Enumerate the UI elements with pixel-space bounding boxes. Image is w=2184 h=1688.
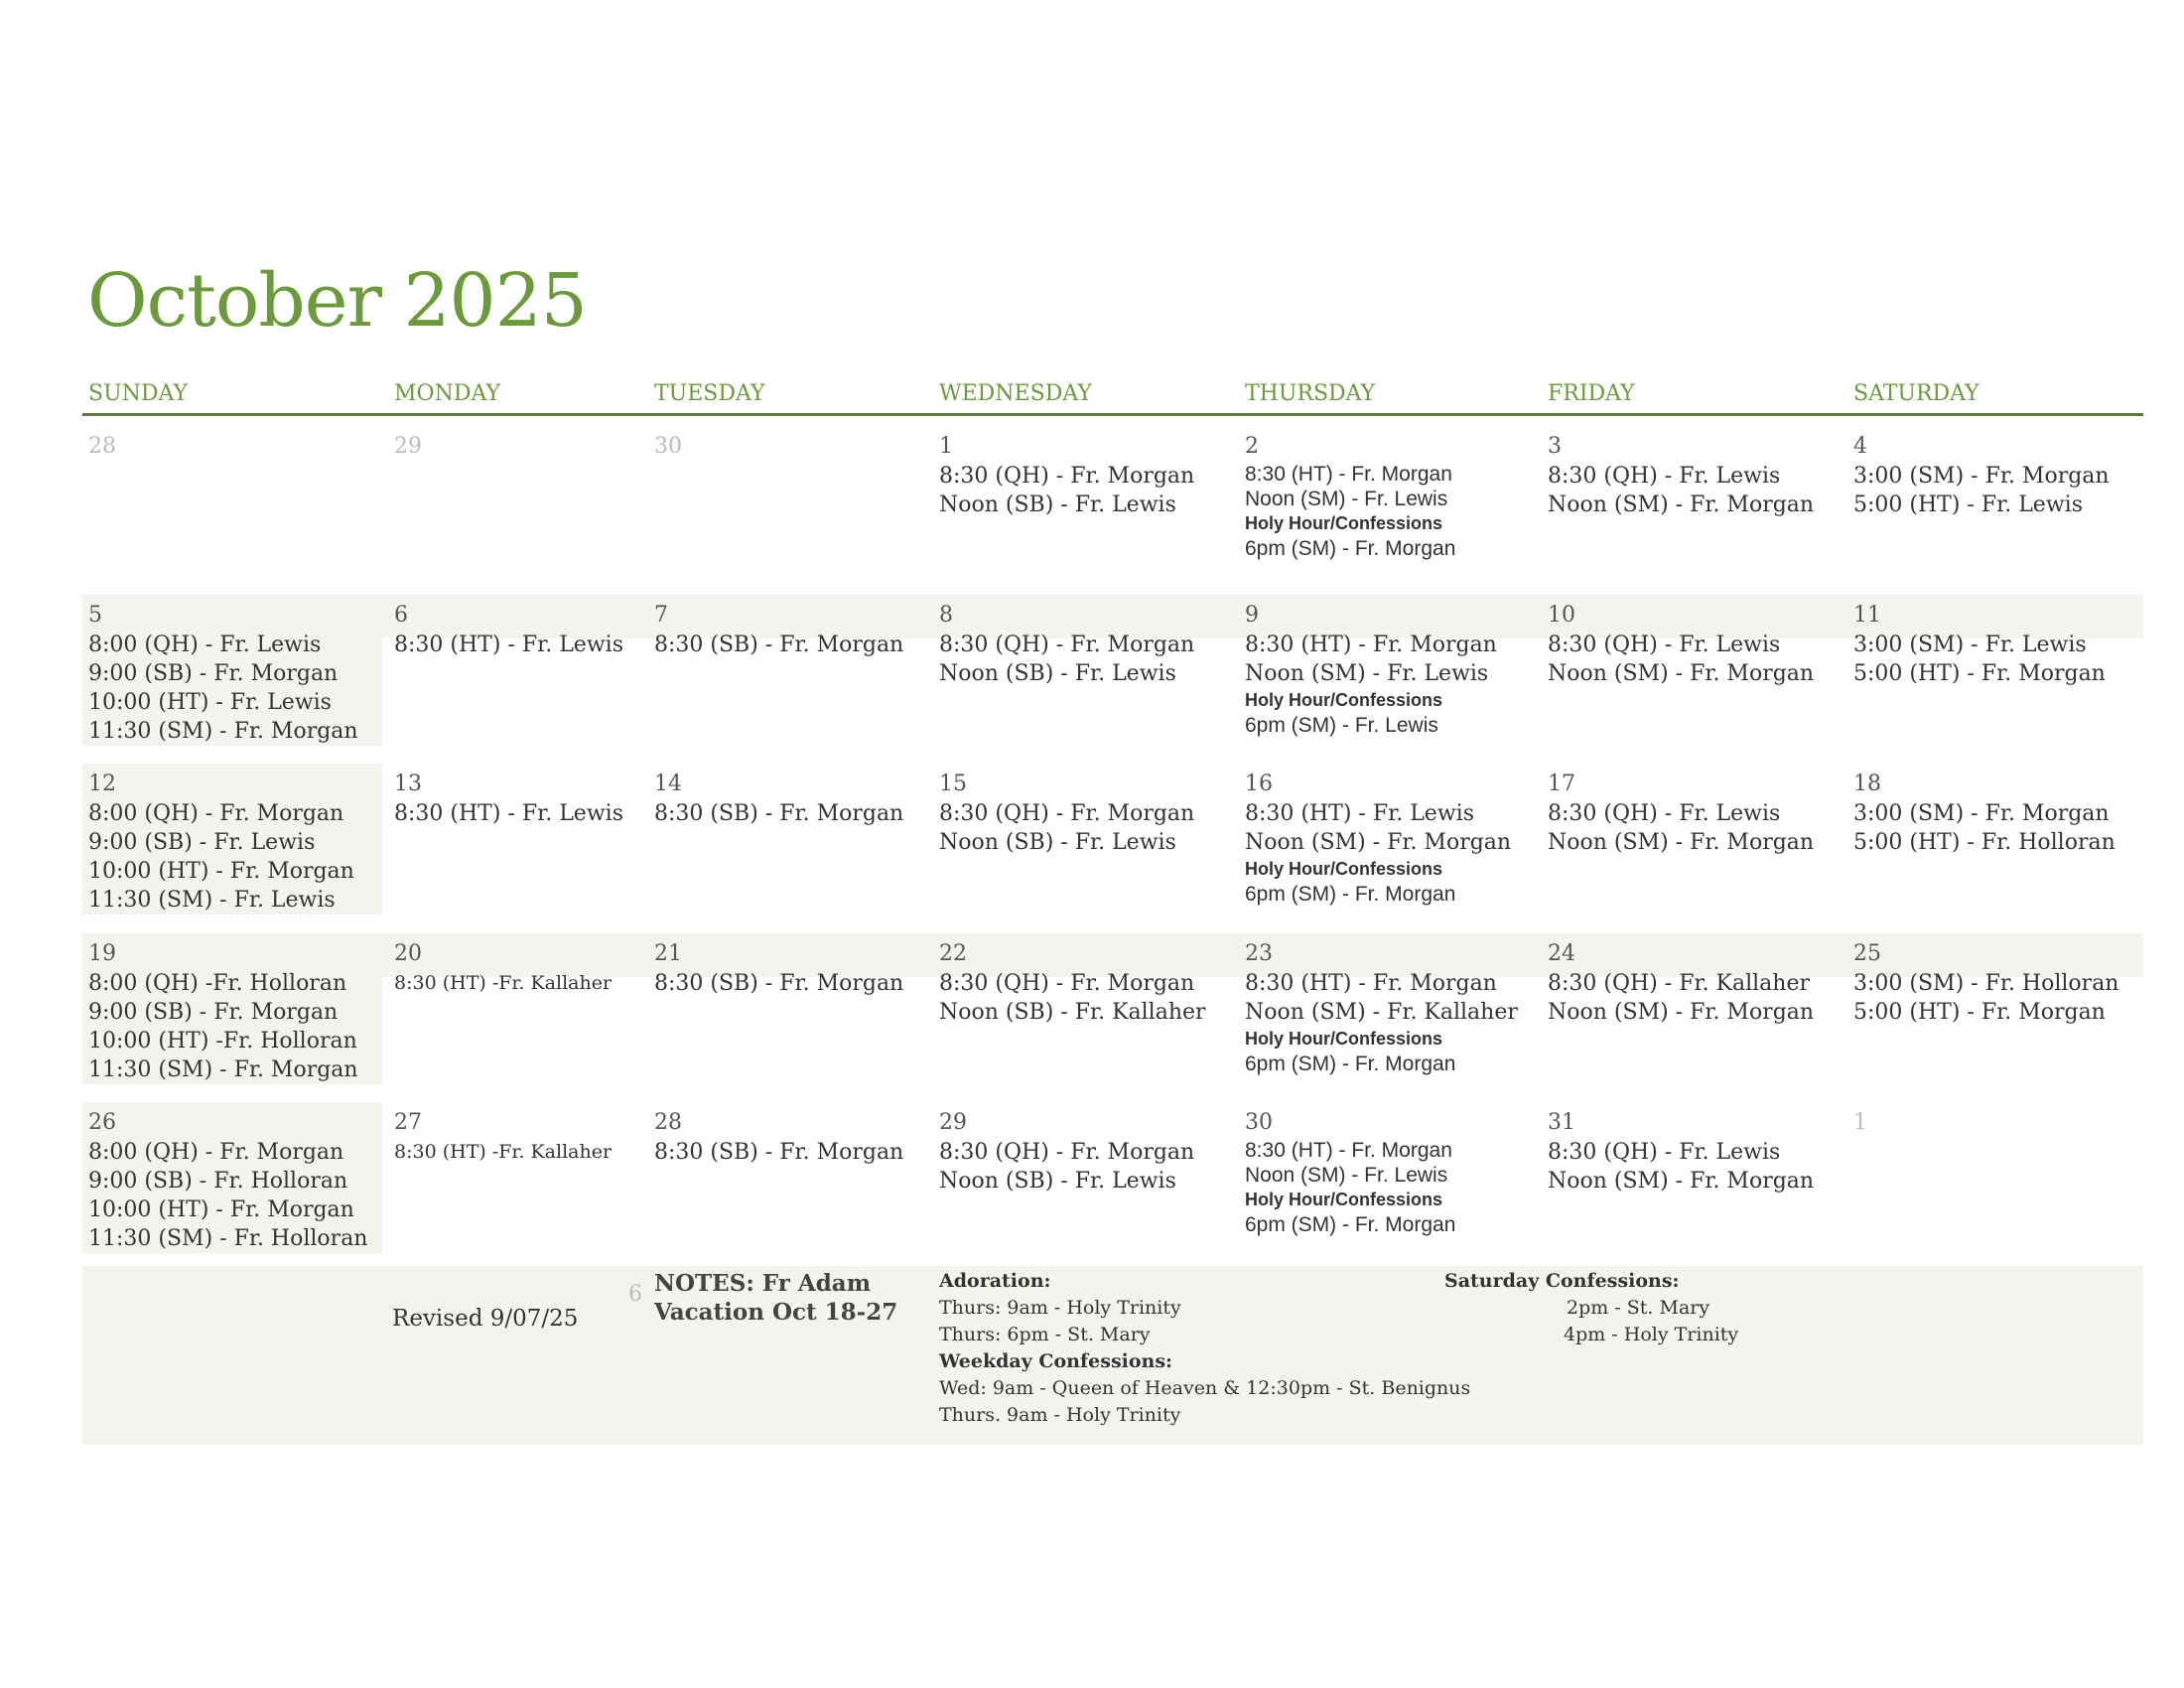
weekday-monday: MONDAY: [394, 381, 500, 406]
day-cell-friday[interactable]: [1548, 939, 1814, 1027]
mass-time: 10:00 (HT) -Fr. Holloran: [88, 1029, 357, 1054]
mass-time: 8:30 (QH) - Fr. Lewis: [1548, 633, 1781, 657]
mass-time: 8:30 (HT) - Fr. Lewis: [394, 633, 623, 657]
mass-time: 8:30 (SB) - Fr. Morgan: [654, 1140, 904, 1165]
day-number: 7: [654, 603, 668, 628]
weekday-confessions-title: Weekday Confessions:: [939, 1350, 1173, 1372]
mass-time: 3:00 (SM) - Fr. Lewis: [1853, 633, 2087, 657]
day-cell-wednesday[interactable]: [939, 1108, 1194, 1196]
day-cell-monday[interactable]: [394, 770, 623, 828]
day-number: 3: [1548, 434, 1562, 459]
mass-time: 8:30 (QH) - Fr. Lewis: [1548, 801, 1781, 826]
day-cell-sunday[interactable]: [82, 595, 382, 746]
mass-time: Noon (SB) - Fr. Lewis: [939, 1169, 1176, 1194]
mass-time: Noon (SM) - Fr. Lewis: [1245, 488, 1448, 510]
weekday-thursday: THURSDAY: [1245, 381, 1376, 406]
day-number: 31: [1548, 1110, 1575, 1135]
day-number: 29: [939, 1110, 967, 1135]
day-number: 1: [1853, 1110, 1867, 1135]
day-number: 1: [939, 434, 953, 459]
day-cell-sunday[interactable]: [82, 933, 382, 1084]
day-number: 27: [394, 1110, 422, 1135]
weekday-sunday: SUNDAY: [88, 381, 189, 406]
holy-hour-label: Holy Hour/Confessions: [1245, 859, 1443, 879]
day-number: 5: [88, 603, 102, 628]
mass-time: 9:00 (SB) - Fr. Morgan: [88, 1000, 339, 1025]
mass-time: 8:30 (SB) - Fr. Morgan: [654, 801, 904, 826]
day-cell-saturday[interactable]: [1853, 601, 2106, 688]
notes-day-number: 6: [628, 1282, 642, 1307]
week-row: [82, 432, 2143, 591]
day-cell-wednesday[interactable]: [939, 939, 1206, 1027]
mass-time: Noon (SM) - Fr. Kallaher: [1245, 1000, 1518, 1025]
day-number: 22: [939, 941, 967, 966]
day-cell-friday[interactable]: [1548, 432, 1814, 519]
mass-time: Noon (SM) - Fr. Morgan: [1548, 661, 1815, 686]
mass-time: 8:30 (HT) -Fr. Kallaher: [394, 972, 613, 994]
mass-time: 3:00 (SM) - Fr. Morgan: [1853, 801, 2110, 826]
mass-time: 8:30 (QH) - Fr. Lewis: [1548, 464, 1781, 489]
mass-time: Noon (SM) - Fr. Morgan: [1245, 830, 1512, 855]
day-cell-thursday[interactable]: [1245, 432, 1455, 561]
mass-time: 10:00 (HT) - Fr. Morgan: [88, 1197, 354, 1222]
day-number: 25: [1853, 941, 1881, 966]
day-cell-thursday[interactable]: [1245, 1108, 1455, 1237]
notes-vacation-line2: Vacation Oct 18-27: [654, 1299, 898, 1326]
mass-time: Noon (SM) - Fr. Lewis: [1245, 661, 1489, 686]
mass-time: 8:30 (QH) - Fr. Morgan: [939, 633, 1195, 657]
weekday-confessions-line-1: Wed: 9am - Queen of Heaven & 12:30pm - St. Benignus: [939, 1377, 1471, 1399]
day-number: 20: [394, 941, 422, 966]
mass-time: 8:30 (HT) - Fr. Lewis: [1245, 801, 1474, 826]
mass-time: 8:30 (HT) -Fr. Kallaher: [394, 1141, 613, 1163]
day-number: 2: [1245, 434, 1259, 459]
evening-confession-time: 6pm (SM) - Fr. Morgan: [1245, 537, 1456, 560]
saturday-confessions-title: Saturday Confessions:: [1444, 1270, 1680, 1292]
mass-time: Noon (SM) - Fr. Morgan: [1548, 1000, 1815, 1025]
day-number: 19: [88, 941, 116, 966]
day-number: 17: [1548, 772, 1575, 796]
day-cell-friday[interactable]: [1548, 601, 1814, 688]
day-cell-wednesday[interactable]: [939, 770, 1194, 857]
mass-time: 5:00 (HT) - Fr. Morgan: [1853, 1000, 2106, 1025]
notes-vacation-line1: NOTES: Fr Adam: [654, 1270, 872, 1297]
mass-time: 8:30 (HT) - Fr. Morgan: [1245, 463, 1452, 486]
day-cell-sunday[interactable]: [88, 432, 116, 462]
week-row: [82, 1108, 2143, 1267]
mass-time: 11:30 (SM) - Fr. Holloran: [88, 1226, 368, 1251]
day-number: 18: [1853, 772, 1881, 796]
day-number: 15: [939, 772, 967, 796]
mass-time: 8:30 (QH) - Fr. Morgan: [939, 1140, 1195, 1165]
mass-time: 3:00 (SM) - Fr. Holloran: [1853, 971, 2119, 996]
evening-confession-time: 6pm (SM) - Fr. Morgan: [1245, 883, 1456, 906]
mass-time: 8:30 (HT) - Fr. Morgan: [1245, 633, 1497, 657]
day-cell-saturday[interactable]: [1853, 939, 2118, 1027]
week-row: [82, 770, 2143, 928]
day-cell-friday[interactable]: [1548, 1108, 1814, 1196]
holy-hour-label: Holy Hour/Confessions: [1245, 1029, 1443, 1049]
mass-time: Noon (SB) - Fr. Lewis: [939, 661, 1176, 686]
day-number: 4: [1853, 434, 1867, 459]
day-number: 21: [654, 941, 682, 966]
day-cell-thursday[interactable]: [1245, 770, 1511, 907]
saturday-confessions-line-1: 2pm - St. Mary: [1567, 1297, 1710, 1319]
day-cell-thursday[interactable]: [1245, 939, 1518, 1076]
day-cell-wednesday[interactable]: [939, 432, 1194, 519]
holy-hour-label: Holy Hour/Confessions: [1245, 513, 1443, 533]
mass-time: 8:00 (QH) - Fr. Morgan: [88, 801, 344, 826]
day-number: 12: [88, 772, 116, 796]
day-number: 14: [654, 772, 682, 796]
day-number: 10: [1548, 603, 1575, 628]
day-number: 28: [654, 1110, 682, 1135]
mass-time: 5:00 (HT) - Fr. Lewis: [1853, 492, 2083, 517]
mass-time: 8:30 (SB) - Fr. Morgan: [654, 633, 904, 657]
mass-time: 8:00 (QH) - Fr. Lewis: [88, 633, 322, 657]
mass-time: 8:30 (QH) - Fr. Morgan: [939, 464, 1195, 489]
day-cell-tuesday[interactable]: [654, 432, 682, 462]
mass-time: 8:30 (HT) - Fr. Lewis: [394, 801, 623, 826]
weekday-header: [82, 377, 2143, 416]
adoration-line-1: Thurs: 9am - Holy Trinity: [939, 1297, 1181, 1319]
day-number: 30: [1245, 1110, 1273, 1135]
mass-time: 9:00 (SB) - Fr. Lewis: [88, 830, 316, 855]
day-cell-monday[interactable]: [394, 601, 623, 659]
day-number: 23: [1245, 941, 1273, 966]
mass-time: Noon (SM) - Fr. Morgan: [1548, 1169, 1815, 1194]
day-cell-saturday[interactable]: [1853, 1108, 1867, 1138]
mass-time: 8:30 (HT) - Fr. Morgan: [1245, 1139, 1452, 1162]
mass-time: Noon (SB) - Fr. Lewis: [939, 830, 1176, 855]
day-number: 8: [939, 603, 953, 628]
day-number: 13: [394, 772, 422, 796]
weekday-wednesday: WEDNESDAY: [939, 381, 1092, 406]
mass-time: 11:30 (SM) - Fr. Lewis: [88, 888, 336, 913]
mass-time: 8:30 (SB) - Fr. Morgan: [654, 971, 904, 996]
mass-time: 11:30 (SM) - Fr. Morgan: [88, 719, 358, 744]
day-cell-thursday[interactable]: [1245, 601, 1497, 738]
day-number: 29: [394, 434, 422, 459]
mass-time: Noon (SM) - Fr. Morgan: [1548, 830, 1815, 855]
day-number: 24: [1548, 941, 1575, 966]
day-number: 6: [394, 603, 408, 628]
day-cell-wednesday[interactable]: [939, 601, 1194, 688]
day-cell-sunday[interactable]: [82, 1102, 382, 1253]
day-number: 9: [1245, 603, 1259, 628]
evening-confession-time: 6pm (SM) - Fr. Morgan: [1245, 1213, 1456, 1236]
day-cell-monday[interactable]: [394, 432, 422, 462]
day-cell-tuesday[interactable]: [654, 770, 903, 828]
day-cell-saturday[interactable]: [1853, 770, 2116, 857]
day-cell-tuesday[interactable]: [654, 1108, 903, 1167]
day-number: 26: [88, 1110, 116, 1135]
weekday-confessions-line-2: Thurs. 9am - Holy Trinity: [939, 1404, 1181, 1426]
revised-date: Revised 9/07/25: [392, 1306, 579, 1332]
mass-time: 9:00 (SB) - Fr. Holloran: [88, 1169, 348, 1194]
mass-time: Noon (SM) - Fr. Morgan: [1548, 492, 1815, 517]
evening-confession-time: 6pm (SM) - Fr. Morgan: [1245, 1053, 1456, 1075]
mass-time: 11:30 (SM) - Fr. Morgan: [88, 1057, 358, 1082]
day-cell-saturday[interactable]: [1853, 432, 2110, 519]
weekday-friday: FRIDAY: [1548, 381, 1635, 406]
weekday-saturday: SATURDAY: [1853, 381, 1979, 406]
notes-row: [82, 1266, 2143, 1445]
day-number: 16: [1245, 772, 1273, 796]
day-cell-tuesday[interactable]: [654, 939, 903, 998]
day-cell-monday[interactable]: [394, 939, 612, 998]
holy-hour-label: Holy Hour/Confessions: [1245, 1190, 1443, 1209]
week-row: [82, 939, 2143, 1098]
mass-time: 3:00 (SM) - Fr. Morgan: [1853, 464, 2110, 489]
mass-time: 5:00 (HT) - Fr. Holloran: [1853, 830, 2116, 855]
saturday-confessions-line-2: 4pm - Holy Trinity: [1564, 1324, 1739, 1345]
mass-time: 10:00 (HT) - Fr. Morgan: [88, 859, 354, 884]
mass-time: 8:30 (HT) - Fr. Morgan: [1245, 971, 1497, 996]
page-title: October 2025: [87, 258, 587, 344]
mass-time: 8:30 (QH) - Fr. Kallaher: [1548, 971, 1810, 996]
day-cell-monday[interactable]: [394, 1108, 612, 1167]
mass-time: 8:30 (QH) - Fr. Lewis: [1548, 1140, 1781, 1165]
mass-time: 8:00 (QH) - Fr. Morgan: [88, 1140, 344, 1165]
adoration-title: Adoration:: [939, 1270, 1051, 1292]
mass-time: 5:00 (HT) - Fr. Morgan: [1853, 661, 2106, 686]
holy-hour-label: Holy Hour/Confessions: [1245, 690, 1443, 710]
weekday-tuesday: TUESDAY: [654, 381, 765, 406]
week-row: [82, 601, 2143, 760]
mass-time: Noon (SB) - Fr. Lewis: [939, 492, 1176, 517]
mass-time: Noon (SB) - Fr. Kallaher: [939, 1000, 1206, 1025]
mass-time: 10:00 (HT) - Fr. Lewis: [88, 690, 332, 715]
mass-time: 8:00 (QH) -Fr. Holloran: [88, 971, 347, 996]
day-number: 11: [1853, 603, 1881, 628]
mass-time: 9:00 (SB) - Fr. Morgan: [88, 661, 339, 686]
day-cell-friday[interactable]: [1548, 770, 1814, 857]
adoration-line-2: Thurs: 6pm - St. Mary: [939, 1324, 1151, 1345]
day-number: 28: [88, 434, 116, 459]
day-cell-sunday[interactable]: [82, 764, 382, 914]
mass-time: Noon (SM) - Fr. Lewis: [1245, 1164, 1448, 1187]
mass-time: 8:30 (QH) - Fr. Morgan: [939, 801, 1195, 826]
day-cell-tuesday[interactable]: [654, 601, 903, 659]
evening-confession-time: 6pm (SM) - Fr. Lewis: [1245, 714, 1438, 737]
mass-time: 8:30 (QH) - Fr. Morgan: [939, 971, 1195, 996]
day-number: 30: [654, 434, 682, 459]
